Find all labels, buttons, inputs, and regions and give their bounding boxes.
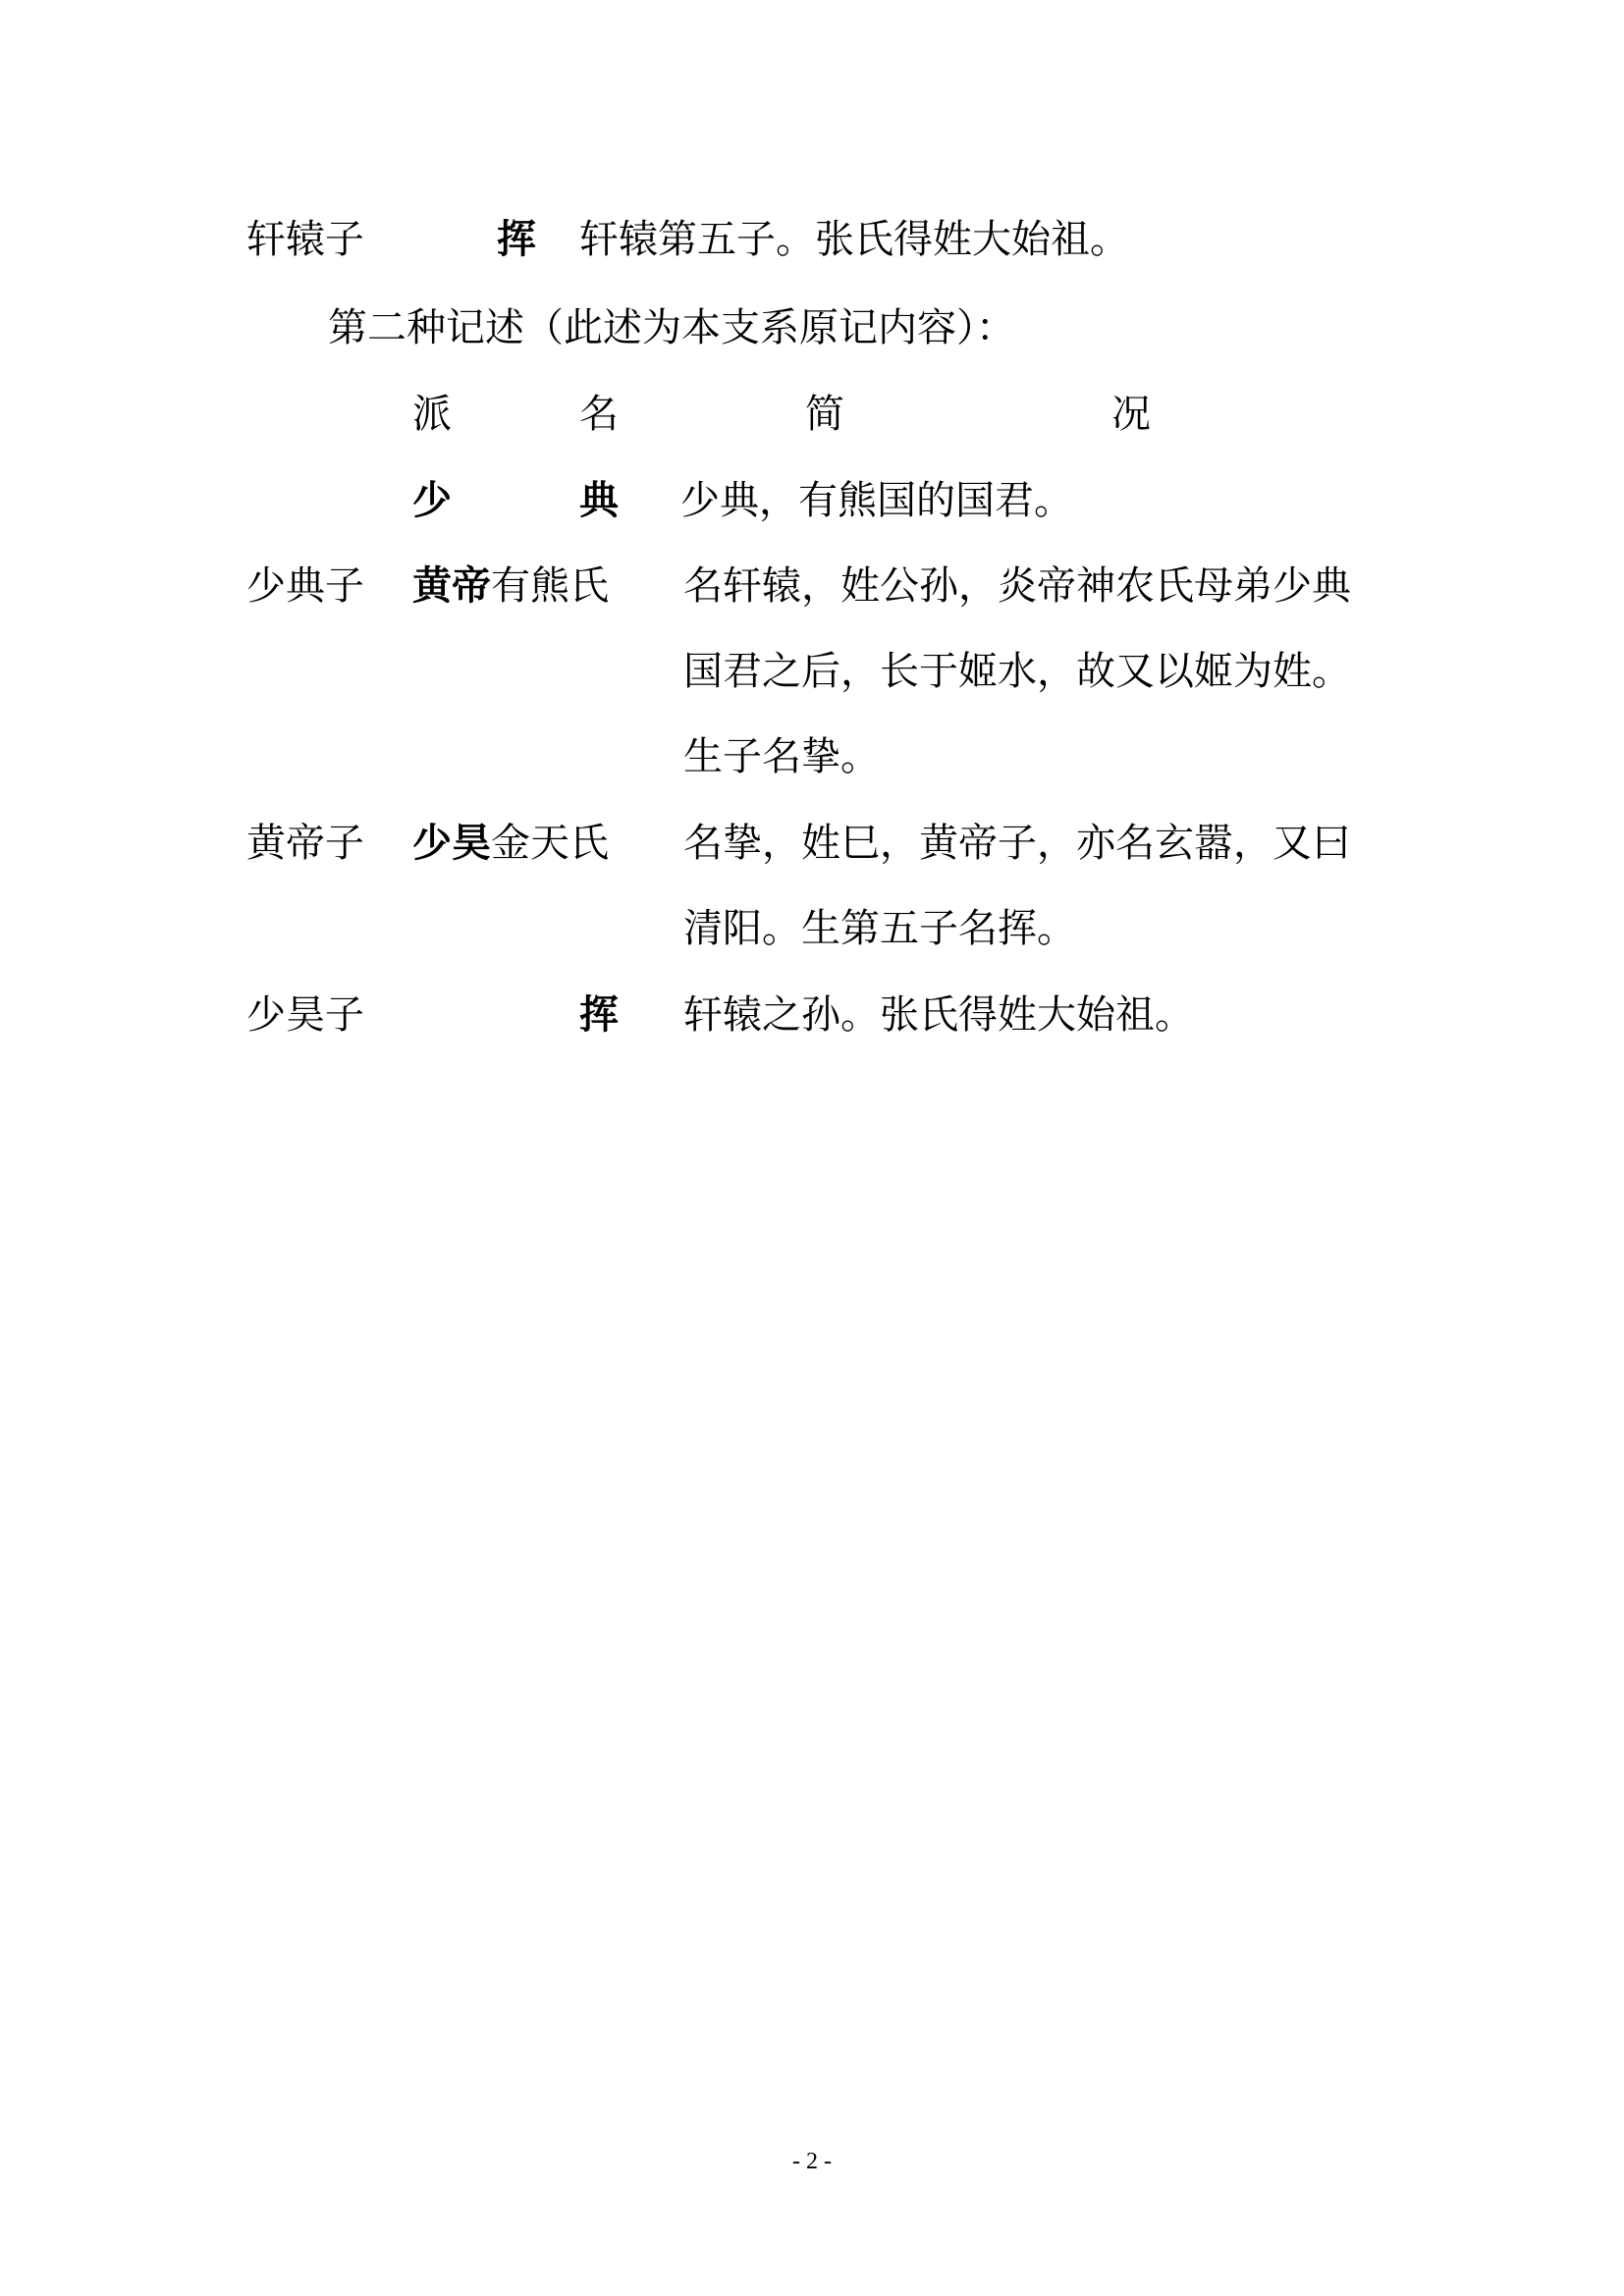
row3-name-bold: 少昊 xyxy=(412,821,491,866)
row2-name-rest: 有熊氏 xyxy=(491,563,609,609)
header-col1a: 派 xyxy=(412,392,452,437)
row1-name-b: 典 xyxy=(579,478,619,523)
row0-parent: 轩辕子 xyxy=(246,217,364,262)
row1-desc: 少典，有熊国的国君。 xyxy=(680,478,1073,523)
header-col2b: 况 xyxy=(1111,392,1151,437)
row0-name: 挥 xyxy=(497,217,536,262)
row2-name-bold: 黄帝 xyxy=(412,563,491,609)
row4-parent: 少昊子 xyxy=(246,992,364,1038)
row0-desc: 轩辕第五子。张氏得姓大始祖。 xyxy=(579,217,1129,262)
section-heading: 第二种记述（此述为本支系原记内容）： xyxy=(328,305,1015,350)
page-number: - 2 - xyxy=(792,2149,832,2174)
row3-parent: 黄帝子 xyxy=(246,821,364,866)
row2-desc-line2: 国君之后，长于姬水，故又以姬为姓。 xyxy=(683,649,1351,694)
row4-name: 挥 xyxy=(579,992,619,1038)
row4-desc: 轩辕之孙。张氏得姓大始祖。 xyxy=(683,992,1194,1038)
row3-desc-line1: 名挚，姓巳，黄帝子，亦名玄嚣，又曰 xyxy=(683,821,1351,866)
row2-desc-line3: 生子名挚。 xyxy=(683,734,880,779)
header-col1b: 名 xyxy=(579,392,619,437)
row2-desc-line1: 名轩辕，姓公孙，炎帝神农氏母弟少典 xyxy=(683,563,1351,609)
row3-desc-line2: 清阳。生第五子名挥。 xyxy=(683,906,1076,951)
row3-name xyxy=(412,820,609,867)
row1-name-a: 少 xyxy=(412,478,452,523)
row2-parent: 少典子 xyxy=(246,563,364,609)
header-col2a: 简 xyxy=(805,392,844,437)
row3-name-rest: 金天氏 xyxy=(491,821,609,866)
row2-name xyxy=(412,562,609,610)
